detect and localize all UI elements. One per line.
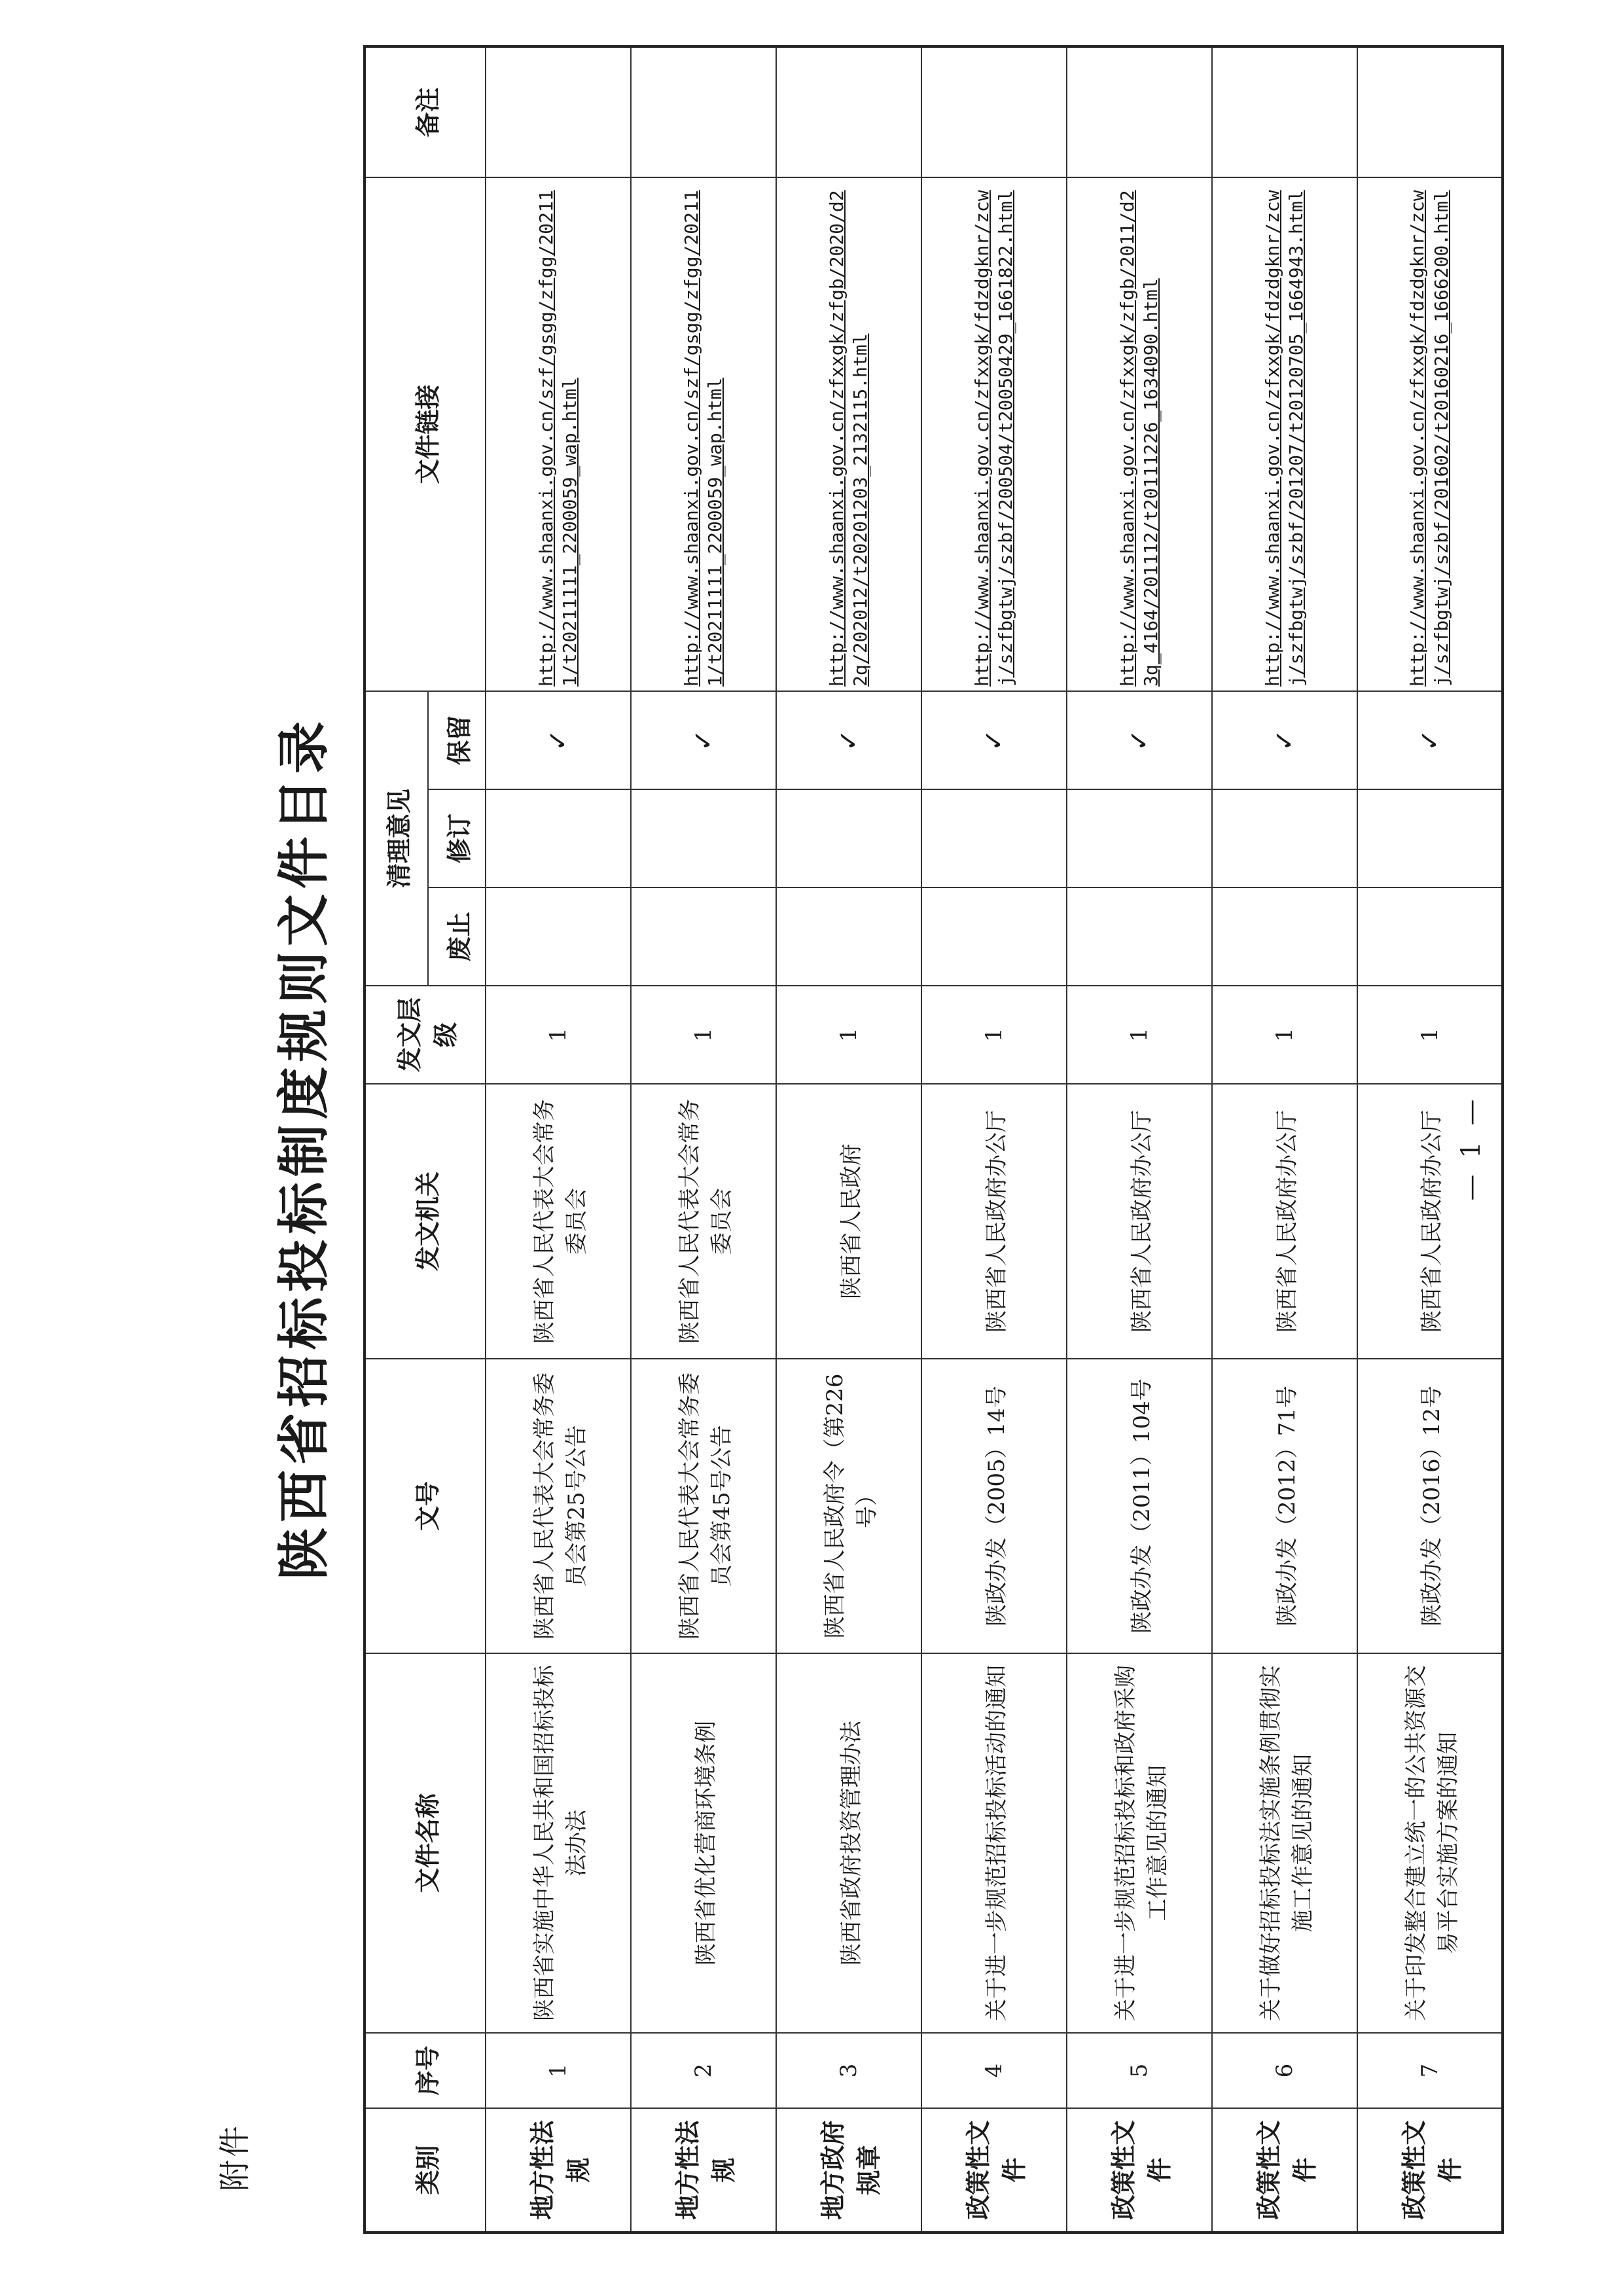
cell-level: 1 (776, 986, 921, 1084)
cell-level: 1 (486, 986, 631, 1084)
attachment-label: 附件 (217, 2123, 253, 2191)
document-link[interactable]: http://www.shaanxi.gov.cn/zfxxgk/fdzdgknr/zcwj/szfbgtwj/szbf/200504/t20050429_1661822.html (921, 177, 1067, 691)
cell-seq: 4 (921, 2033, 1067, 2108)
cell-retain-check: ✓ (1212, 691, 1357, 789)
cell-revise (1212, 789, 1357, 888)
cell-remark (776, 46, 921, 177)
header-remark: 备注 (365, 46, 486, 177)
cell-issuer: 陕西省人民代表大会常务委员会 (631, 1084, 776, 1359)
cell-seq: 6 (1212, 2033, 1357, 2108)
cell-category: 地方性法规 (486, 2108, 631, 2233)
cell-name: 关于做好招标投标法实施条例贯彻实施工作意见的通知 (1212, 1653, 1357, 2033)
table-row (1212, 46, 1357, 2233)
header-abolish: 废止 (428, 888, 486, 986)
cell-seq: 2 (631, 2033, 776, 2108)
cell-retain-check: ✓ (1357, 691, 1503, 789)
table-row (486, 46, 631, 2233)
cell-level: 1 (1212, 986, 1357, 1084)
cell-revise (921, 789, 1067, 888)
cell-revise (1067, 789, 1212, 888)
cell-category: 政策性文件 (1067, 2108, 1212, 2233)
header-level: 发文层级 (365, 986, 486, 1084)
cell-level: 1 (631, 986, 776, 1084)
header-opinion: 清理意见 (365, 691, 428, 986)
header-doc-no: 文号 (365, 1359, 486, 1653)
document-link[interactable]: http://www.shaanxi.gov.cn/zfxxgk/zfgb/2011/d23q_4164/201112/t20111226_1634090.html (1067, 177, 1212, 691)
cell-remark (1067, 46, 1212, 177)
header-revise: 修订 (428, 789, 486, 888)
cell-doc-no: 陕西省人民代表大会常务委员会第45号公告 (631, 1359, 776, 1653)
cell-issuer: 陕西省人民代表大会常务委员会 (486, 1084, 631, 1359)
cell-abolish (1067, 888, 1212, 986)
table-row (921, 46, 1067, 2233)
cell-category: 政策性文件 (1212, 2108, 1357, 2233)
header-link: 文件链接 (365, 177, 486, 691)
cell-seq: 7 (1357, 2033, 1503, 2108)
cell-category: 政策性文件 (1357, 2108, 1503, 2233)
cell-doc-no: 陕西省人民代表大会常务委员会第25号公告 (486, 1359, 631, 1653)
cell-name: 陕西省优化营商环境条例 (631, 1653, 776, 2033)
catalog-table (363, 45, 1504, 2234)
cell-revise (776, 789, 921, 888)
header-retain: 保留 (428, 691, 486, 789)
document-link[interactable]: http://www.shaanxi.gov.cn/szf/gsgg/zfgg/202111/t20211111_2200059_wap.html (486, 177, 631, 691)
header-name: 文件名称 (365, 1653, 486, 2033)
cell-name: 陕西省实施中华人民共和国招标投标法办法 (486, 1653, 631, 2033)
document-title: 陕西省招标投标制度规则文件目录 (273, 716, 334, 1580)
cell-retain-check: ✓ (776, 691, 921, 789)
cell-seq: 1 (486, 2033, 631, 2108)
cell-doc-no: 陕政办发（2011）104号 (1067, 1359, 1212, 1653)
cell-seq: 5 (1067, 2033, 1212, 2108)
cell-name: 关于进一步规范招标投标活动的通知 (921, 1653, 1067, 2033)
cell-name: 陕西省政府投资管理办法 (776, 1653, 921, 2033)
cell-issuer: 陕西省人民政府办公厅 (1067, 1084, 1212, 1359)
cell-doc-no: 陕政办发（2005）14号 (921, 1359, 1067, 1653)
document-link[interactable]: http://www.shaanxi.gov.cn/szf/gsgg/zfgg/202111/t20211111_2200059_wap.html (631, 177, 776, 691)
cell-issuer: 陕西省人民政府办公厅 (921, 1084, 1067, 1359)
cell-abolish (1212, 888, 1357, 986)
header-issuer: 发文机关 (365, 1084, 486, 1359)
cell-abolish (631, 888, 776, 986)
cell-remark (486, 46, 631, 177)
cell-level: 1 (1357, 986, 1503, 1084)
cell-issuer: 陕西省人民政府办公厅 (1212, 1084, 1357, 1359)
cell-category: 地方性法规 (631, 2108, 776, 2233)
cell-doc-no: 陕政办发（2012）71号 (1212, 1359, 1357, 1653)
header-seq: 序号 (365, 2033, 486, 2108)
page-number: — 1 — (1456, 1095, 1486, 1201)
cell-revise (631, 789, 776, 888)
cell-abolish (486, 888, 631, 986)
cell-retain-check: ✓ (631, 691, 776, 789)
header-row (365, 46, 428, 2233)
cell-abolish (776, 888, 921, 986)
cell-remark (921, 46, 1067, 177)
cell-remark (631, 46, 776, 177)
cell-retain-check: ✓ (486, 691, 631, 789)
cell-level: 1 (1067, 986, 1212, 1084)
cell-abolish (921, 888, 1067, 986)
table-row (631, 46, 776, 2233)
cell-doc-no: 陕西省人民政府令（第226号） (776, 1359, 921, 1653)
document-link[interactable]: http://www.shaanxi.gov.cn/zfxxgk/fdzdgknr/zcwj/szfbgtwj/szbf/201602/t20160216_1666200.html (1357, 177, 1503, 691)
cell-issuer: 陕西省人民政府 (776, 1084, 921, 1359)
cell-name: 关于进一步规范招标投标和政府采购工作意见的通知 (1067, 1653, 1212, 2033)
header-category: 类别 (365, 2108, 486, 2233)
cell-revise (486, 789, 631, 888)
cell-level: 1 (921, 986, 1067, 1084)
cell-doc-no: 陕政办发（2016）12号 (1357, 1359, 1503, 1653)
document-link[interactable]: http://www.shaanxi.gov.cn/zfxxgk/fdzdgknr/zcwj/szfbgtwj/szbf/201207/t20120705_1664943.html (1212, 177, 1357, 691)
cell-remark (1212, 46, 1357, 177)
cell-retain-check: ✓ (921, 691, 1067, 789)
cell-category: 政策性文件 (921, 2108, 1067, 2233)
cell-category: 地方政府规章 (776, 2108, 921, 2233)
cell-issuer: 陕西省人民政府办公厅 (1357, 1084, 1503, 1359)
table-row (1067, 46, 1212, 2233)
cell-retain-check: ✓ (1067, 691, 1212, 789)
document-link[interactable]: http://www.shaanxi.gov.cn/zfxxgk/zfgb/2020/d22q/202012/t20201203_2132115.html (776, 177, 921, 691)
table-row (776, 46, 921, 2233)
cell-seq: 3 (776, 2033, 921, 2108)
cell-name: 关于印发整合建立统一的公共资源交易平台实施方案的通知 (1357, 1653, 1503, 2033)
